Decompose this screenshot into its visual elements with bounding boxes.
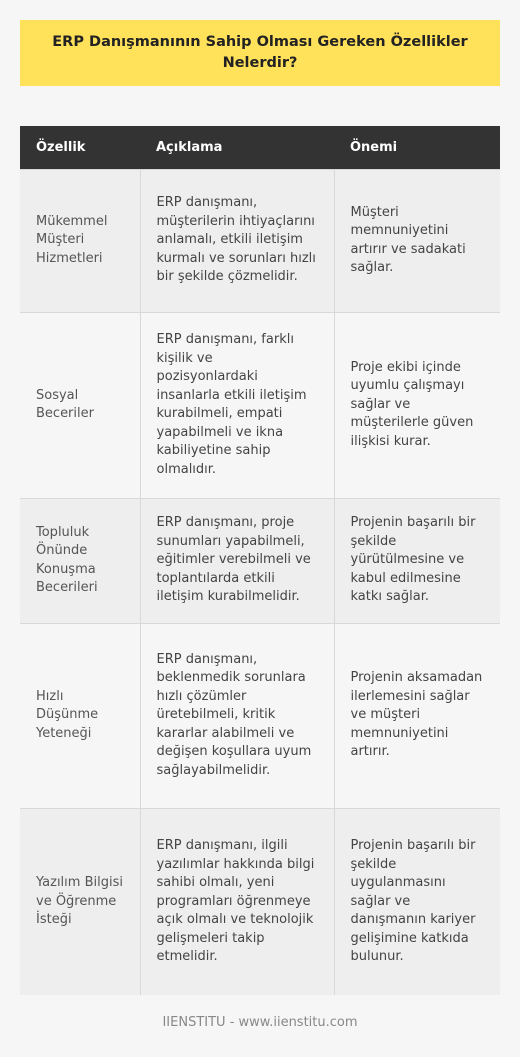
cell-onemi: Projenin aksamadan ilerlemesini sağlar ve müşteri memnuniyetini artırır.: [334, 623, 500, 808]
cell-ozellik: Hızlı Düşünme Yeteneği: [20, 623, 140, 808]
cell-onemi: Projenin başarılı bir şekilde yürütülmesine ve kabul edilmesine katkı sağlar.: [334, 498, 500, 623]
table-row: [20, 623, 500, 808]
cell-aciklama: ERP danışmanı, beklenmedik sorunlara hızlı çözümler üretebilmeli, kritik kararlar alabilmeli ve değişen koşullara uyum sağlayabilmelidir.: [140, 623, 334, 808]
table-header-row: [20, 126, 500, 169]
cell-ozellik: Sosyal Beceriler: [20, 312, 140, 498]
cell-onemi: Proje ekibi içinde uyumlu çalışmayı sağlar ve müşterilerle güven ilişkisi kurar.: [334, 312, 500, 498]
page-title: ERP Danışmanının Sahip Olması Gereken Özellikler Nelerdir?: [52, 34, 468, 71]
cell-ozellik: Topluluk Önünde Konuşma Becerileri: [20, 498, 140, 623]
table-row: [20, 169, 500, 312]
cell-ozellik: Yazılım Bilgisi ve Öğrenme İsteği: [20, 808, 140, 995]
features-table: [20, 126, 500, 995]
cell-onemi: Projenin başarılı bir şekilde uygulanmasını sağlar ve danışmanın kariyer gelişimine katkıda bulunur.: [334, 808, 500, 995]
title-banner: [20, 20, 500, 86]
cell-aciklama: ERP danışmanı, müşterilerin ihtiyaçlarını anlamalı, etkili iletişim kurmalı ve sorunları hızlı bir şekilde çözmelidir.: [140, 169, 334, 312]
header-aciklama: Açıklama: [140, 126, 334, 169]
cell-aciklama: ERP danışmanı, farklı kişilik ve pozisyonlardaki insanlarla etkili iletişim kurabilmeli, empati yapabilmeli ve ikna kabiliyetine sahip olmalıdır.: [140, 312, 334, 498]
table-row: [20, 808, 500, 995]
cell-aciklama: ERP danışmanı, proje sunumları yapabilmeli, eğitimler verebilmeli ve toplantılarda etkili iletişim kurabilmelidir.: [140, 498, 334, 623]
cell-ozellik: Mükemmel Müşteri Hizmetleri: [20, 169, 140, 312]
cell-aciklama: ERP danışmanı, ilgili yazılımlar hakkında bilgi sahibi olmalı, yeni programları öğrenmeye açık olmalı ve teknolojik gelişmeleri takip etmelidir.: [140, 808, 334, 995]
header-onemi: Önemi: [334, 126, 500, 169]
footer-credit: IIENSTITU - www.iienstitu.com: [162, 1015, 358, 1030]
table-row: [20, 498, 500, 623]
cell-onemi: Müşteri memnuniyetini artırır ve sadakati sağlar.: [334, 169, 500, 312]
table-row: [20, 312, 500, 498]
header-ozellik: Özellik: [20, 126, 140, 169]
